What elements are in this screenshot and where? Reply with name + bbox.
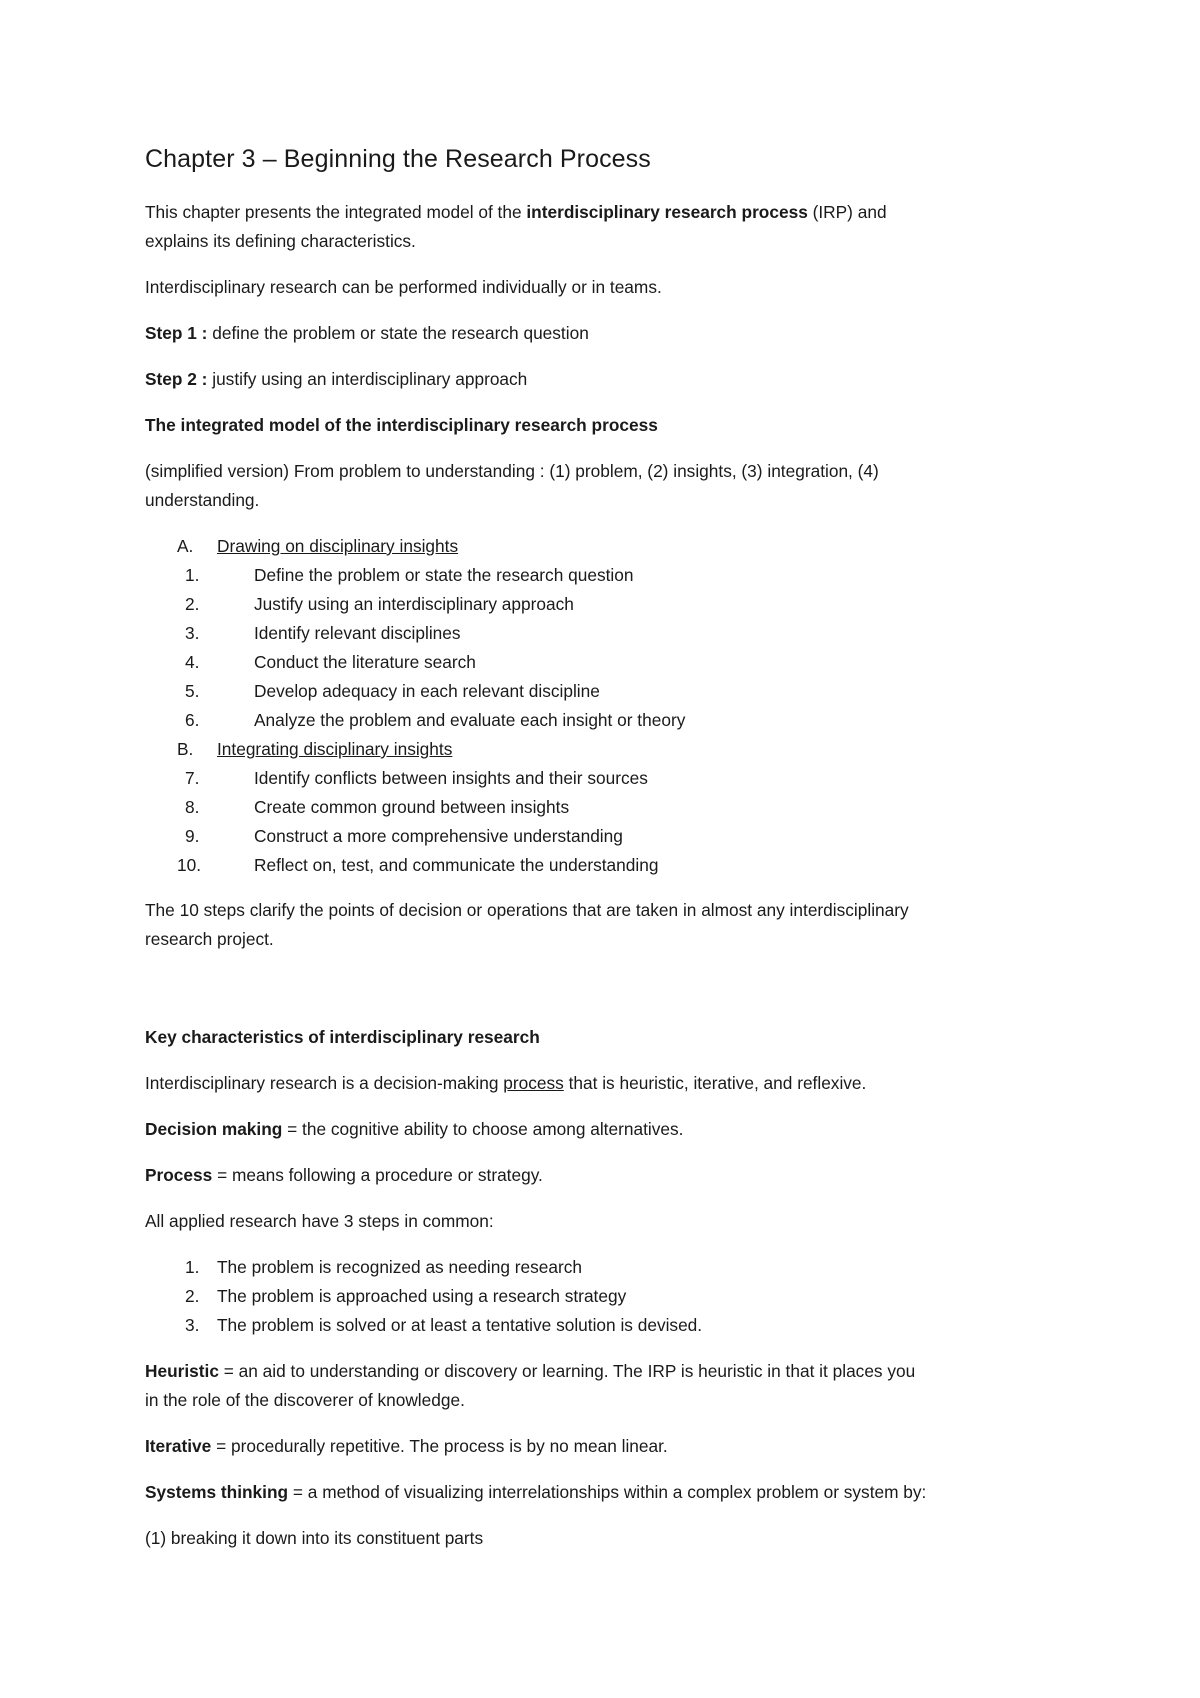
list-item-number: 6. [185,710,200,730]
decision-making-definition [145,1115,683,1144]
list-item: Identify conflicts between insights and their sources [254,768,648,788]
list-item-number: 1. [185,565,200,585]
list-item-number: 3. [185,1315,200,1335]
heuristic-definition-line2: in the role of the discoverer of knowledge. [145,1390,465,1410]
decision-making-term: Decision making [145,1119,283,1139]
decision-process-underlined: process [503,1073,564,1093]
list-item: The problem is recognized as needing research [217,1257,583,1277]
list-item: Create common ground between insights [254,797,570,817]
list-item: The problem is solved or at least a tentative solution is devised. [217,1315,703,1335]
page-title: Chapter 3 – Beginning the Research Process [145,145,651,173]
ten-steps-paragraph: The 10 steps clarify the points of decision or operations that are taken in almost any interdisciplinary [145,900,909,920]
intro-text-end: (IRP) and [807,202,887,222]
step2-label: Step 2 : [145,369,208,389]
outline-b-heading: Integrating disciplinary insights [217,739,453,759]
decision-process-text: Interdisciplinary research is a decision-making [145,1073,504,1093]
iterative-definition [145,1432,668,1461]
heuristic-def: = an aid to understanding or discovery or learning. The IRP is heuristic in that it places you [218,1361,916,1381]
process-definition [145,1161,543,1190]
list-item: Construct a more comprehensive understanding [254,826,623,846]
heuristic-term: Heuristic [145,1361,219,1381]
intro-paragraph-line2: explains its defining characteristics. [145,231,416,251]
list-item: Develop adequacy in each relevant discipline [254,681,600,701]
simplified-paragraph: (simplified version) From problem to understanding : (1) problem, (2) insights, (3) integration, (4) [145,461,879,481]
key-characteristics-heading: Key characteristics of interdisciplinary research [145,1027,540,1047]
teams-paragraph: Interdisciplinary research can be performed individually or in teams. [145,277,662,297]
breaking-down-paragraph: (1) breaking it down into its constituent parts [145,1528,484,1548]
list-item: Justify using an interdisciplinary approach [254,594,574,614]
decision-making-def: = the cognitive ability to choose among alternatives. [282,1119,684,1139]
intro-bold-term: interdisciplinary research process [526,202,808,222]
list-item-number: 3. [185,623,200,643]
step1-text: define the problem or state the research question [207,323,589,343]
list-item-number: 7. [185,768,200,788]
step1-paragraph [145,319,589,348]
outline-b-label: B. [177,739,194,759]
simplified-paragraph-line2: understanding. [145,490,260,510]
list-item-number: 5. [185,681,200,701]
list-item-number: 1. [185,1257,200,1277]
ten-steps-paragraph-line2: research project. [145,929,274,949]
list-item-number: 4. [185,652,200,672]
decision-process-text-end: that is heuristic, iterative, and reflexive. [563,1073,867,1093]
list-item: The problem is approached using a research strategy [217,1286,627,1306]
systems-thinking-definition [145,1478,926,1507]
list-item-number: 2. [185,1286,200,1306]
document-page [145,0,1065,1698]
decision-process-paragraph [145,1069,866,1098]
step2-paragraph [145,365,527,394]
intro-paragraph [145,198,887,227]
list-item: Reflect on, test, and communicate the understanding [254,855,659,875]
outline-a-heading: Drawing on disciplinary insights [217,536,459,556]
step1-label: Step 1 : [145,323,208,343]
list-item: Analyze the problem and evaluate each insight or theory [254,710,686,730]
list-item-number: 8. [185,797,200,817]
process-term: Process [145,1165,213,1185]
iterative-term: Iterative [145,1436,212,1456]
systems-thinking-term: Systems thinking [145,1482,289,1502]
list-item: Conduct the literature search [254,652,476,672]
intro-text: This chapter presents the integrated model of the [145,202,527,222]
list-item-number: 9. [185,826,200,846]
iterative-def: = procedurally repetitive. The process is by no mean linear. [211,1436,668,1456]
heuristic-definition [145,1357,915,1386]
list-item-number: 2. [185,594,200,614]
systems-thinking-def: = a method of visualizing interrelationships within a complex problem or system by: [288,1482,927,1502]
outline-a-label: A. [177,536,194,556]
step2-text: justify using an interdisciplinary approach [207,369,528,389]
process-def: = means following a procedure or strategy. [212,1165,543,1185]
list-item: Identify relevant disciplines [254,623,461,643]
model-heading: The integrated model of the interdisciplinary research process [145,415,658,435]
applied-research-paragraph: All applied research have 3 steps in common: [145,1211,494,1231]
list-item-number: 10. [177,855,202,875]
list-item: Define the problem or state the research question [254,565,634,585]
